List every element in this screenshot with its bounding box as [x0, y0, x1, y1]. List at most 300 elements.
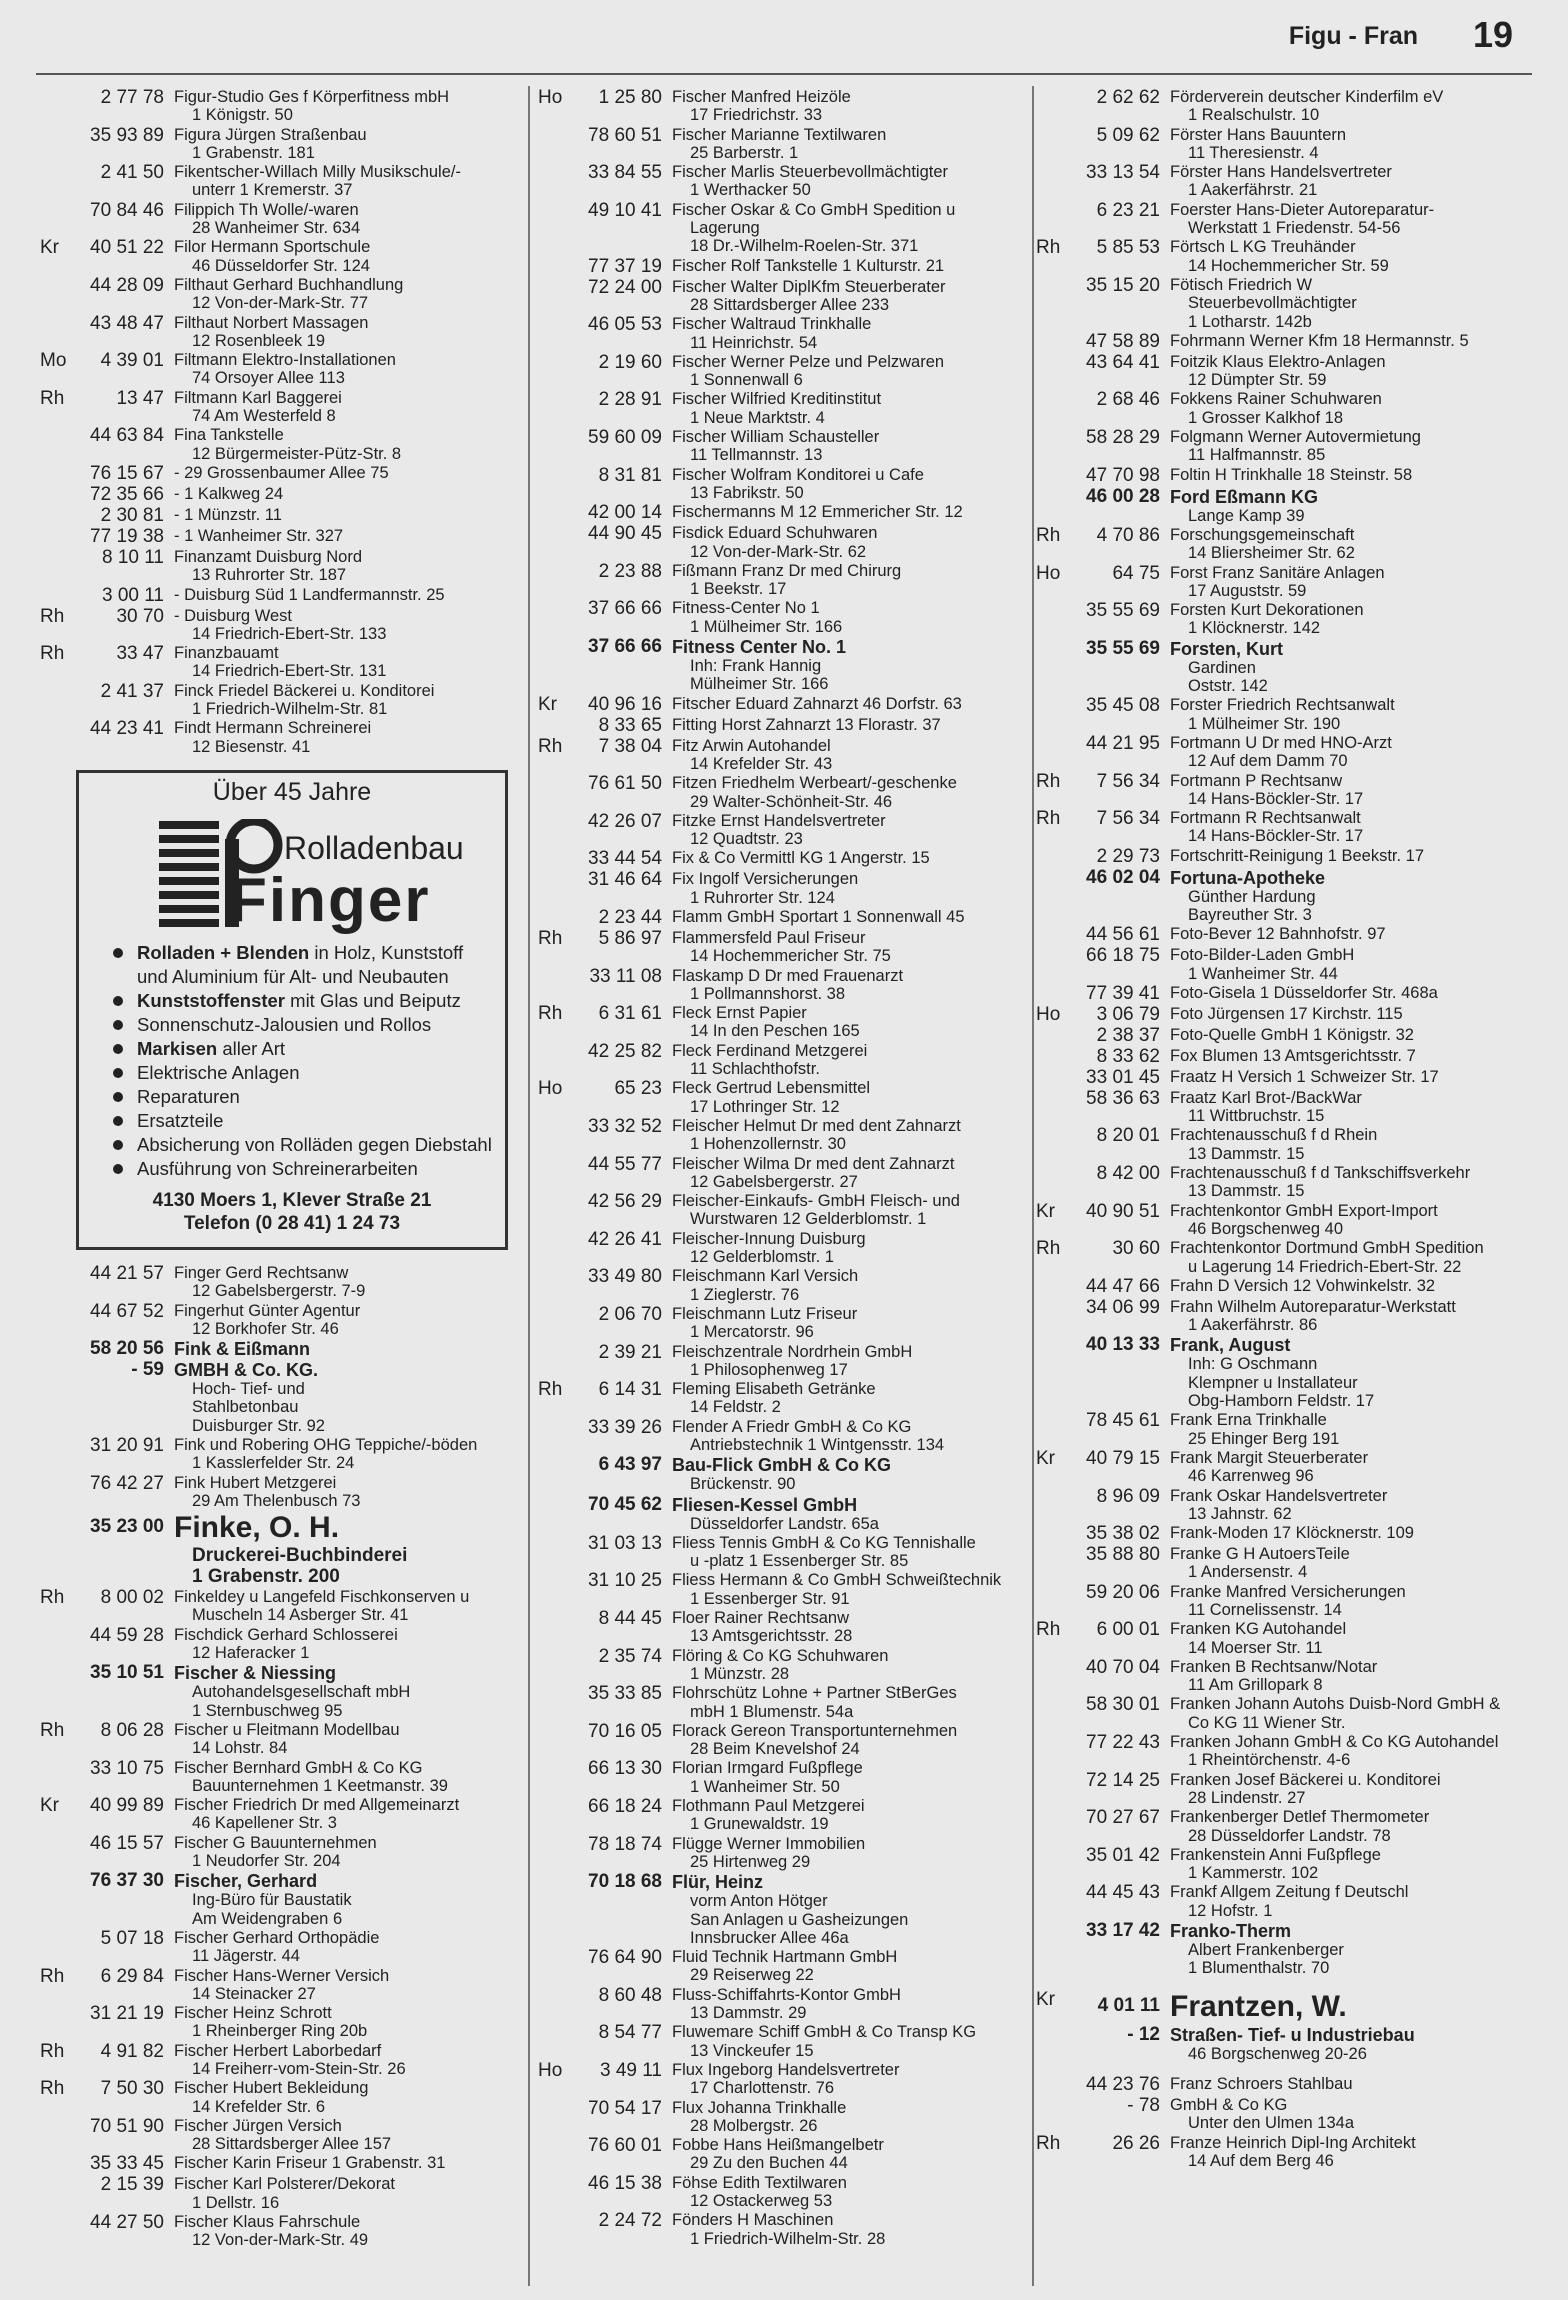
phone-number: 8 44 45 — [598, 1608, 662, 1630]
directory-entry — [538, 278, 1026, 315]
entry-name: Frankf Allgem Zeitung f Deutschl — [1170, 1883, 1409, 1902]
phone-number: 8 33 62 — [1096, 1045, 1160, 1067]
directory-entry — [40, 506, 520, 526]
ad-phone: Telefon (0 28 41) 1 24 73 — [183, 1212, 401, 1234]
district-code — [538, 849, 578, 869]
entry-name: Foto-Quelle GmbH 1 Königstr. 32 — [1170, 1025, 1414, 1044]
phone-number: 33 39 26 — [588, 1416, 662, 1438]
district-code: Ho — [1036, 1003, 1061, 1025]
phone-number: 44 47 66 — [1086, 1275, 1160, 1297]
entry-detail: 28 Beim Knevelshof 24 — [690, 1740, 860, 1759]
entry-name: Fischer Marlis Steuerbevollmächtigter — [672, 163, 949, 182]
directory-entry — [40, 586, 520, 606]
entry-text — [174, 1796, 520, 1833]
directory-entry — [538, 1117, 1026, 1154]
entry-name: Finanzbauamt — [174, 644, 279, 663]
entry-detail: 17 Friedrichstr. 33 — [690, 106, 823, 125]
district-code — [40, 1871, 80, 1928]
entry-name: Förtsch L KG Treuhänder — [1170, 238, 1356, 257]
ad-service-highlight: Kunststoffenster — [137, 989, 286, 1011]
directory-entry — [538, 774, 1026, 811]
ad-service-text: in Holz, Kunststoff und Aluminium für Alt- und Neubauten — [137, 941, 464, 987]
district-code — [538, 774, 578, 811]
entry-text — [1170, 1047, 1526, 1067]
entry-name: Fischer, Gerhard — [174, 1871, 318, 1892]
directory-entry — [538, 562, 1026, 599]
entry-detail: 1 Dellstr. 16 — [192, 2193, 280, 2212]
entry-detail: Muscheln 14 Asberger Str. 41 — [192, 1606, 409, 1625]
entry-name: Fraatz Karl Brot-/BackWar — [1170, 1088, 1362, 1107]
district-code — [40, 682, 80, 719]
district-code — [538, 524, 578, 561]
directory-entry — [538, 1079, 1026, 1116]
entry-text — [1170, 1068, 1526, 1088]
ad-service-item — [113, 989, 495, 1013]
entry-text — [1170, 1808, 1526, 1845]
entry-detail: 11 Am Grillopark 8 — [1188, 1676, 1323, 1695]
district-code — [538, 1230, 578, 1267]
entry-detail: Antriebstechnik 1 Wintgensstr. 134 — [690, 1436, 945, 1454]
entry-name: Fleischzentrale Nordrhein GmbH — [672, 1342, 913, 1361]
entry-name: Fleming Elisabeth Getränke — [672, 1380, 876, 1399]
district-code — [40, 426, 80, 463]
entry-name: Franko-Therm — [1170, 1921, 1292, 1942]
phone-number: 43 48 47 — [90, 312, 164, 334]
directory-entry — [1036, 1449, 1526, 1486]
entry-text — [672, 1534, 1026, 1571]
entry-name: GMBH & Co. KG. — [174, 1360, 318, 1381]
entry-name: Forsten Kurt Dekorationen — [1170, 601, 1364, 620]
entry-name: Foto-Bilder-Laden GmbH — [1170, 946, 1355, 965]
entry-name: Fobbe Hans Heißmangelbetr — [672, 2136, 884, 2155]
phone-number: 44 45 43 — [1086, 1882, 1160, 1904]
entry-text — [1170, 1583, 1526, 1620]
phone-number: 43 64 41 — [1086, 351, 1160, 373]
district-code — [1036, 1883, 1076, 1920]
entry-text — [672, 503, 1026, 523]
phone-number: 76 42 27 — [90, 1472, 164, 1494]
directory-entry — [40, 2079, 520, 2116]
entry-text — [672, 716, 1026, 736]
entry-text — [174, 548, 520, 585]
entry-name: Fleck Ferdinand Metzgerei — [672, 1041, 868, 1060]
entry-name: Forsten, Kurt — [1170, 638, 1284, 659]
entry-name: Foerster Hans-Dieter Autoreparatur- — [1170, 200, 1435, 219]
directory-entry — [1036, 1524, 1526, 1544]
district-code — [538, 1042, 578, 1079]
entry-text — [1170, 2075, 1526, 2095]
entry-detail: 17 Auguststr. 59 — [1188, 581, 1307, 600]
district-code: Rh — [538, 1003, 563, 1025]
directory-entry — [1036, 88, 1526, 125]
entry-detail: 46 Düsseldorfer Str. 124 — [192, 256, 370, 275]
entry-detail: 13 Amtsgerichtsstr. 28 — [690, 1627, 853, 1646]
page-header — [0, 0, 1568, 80]
entry-name: Fischer & Niessing — [174, 1663, 337, 1684]
directory-entry — [538, 1380, 1026, 1417]
entry-name: Fischer Heinz Schrott — [174, 2004, 332, 2023]
entry-detail: 25 Barberstr. 1 — [690, 143, 799, 162]
directory-entry — [1036, 353, 1526, 390]
entry-name: Fleischmann Karl Versich — [672, 1267, 859, 1286]
entry-detail: 1 Mülheimer Str. 166 — [690, 617, 843, 636]
directory-entry — [538, 1948, 1026, 1985]
directory-entry — [538, 1192, 1026, 1229]
phone-number: 46 02 04 — [1086, 866, 1160, 888]
entry-detail: vorm Anton Hötger — [690, 1892, 828, 1911]
district-code — [40, 2175, 80, 2212]
entry-text — [174, 126, 520, 163]
entry-detail: 14 Friedrich-Ebert-Str. 133 — [192, 624, 387, 643]
phone-number: 6 43 97 — [598, 1454, 662, 1476]
district-code — [40, 485, 80, 505]
directory-entry — [538, 1571, 1026, 1608]
district-code — [538, 967, 578, 1004]
entry-detail: 11 Tellmannstr. 13 — [690, 446, 823, 465]
district-code: Rh — [1036, 770, 1061, 792]
district-code — [40, 506, 80, 526]
entry-detail: 1 Rheinberger Ring 20b — [192, 2022, 368, 2041]
phone-number: - 12 — [1127, 2023, 1160, 2045]
directory-entry — [538, 929, 1026, 966]
phone-number: 33 47 — [116, 643, 164, 665]
entry-name: - Duisburg West — [174, 606, 292, 625]
entry-text — [174, 88, 520, 125]
phone-number: 6 31 61 — [598, 1003, 662, 1025]
entry-detail: 1 Aakerfährstr. 21 — [1188, 181, 1318, 200]
phone-number: 44 55 77 — [588, 1153, 662, 1175]
district-code — [1036, 1524, 1076, 1544]
district-code — [1036, 984, 1076, 1004]
entry-name: Fisdick Eduard Schuhwaren — [672, 524, 878, 543]
entry-detail: 12 Gelderblomstr. 1 — [690, 1248, 834, 1267]
entry-name: Fischdick Gerhard Schlosserei — [174, 1625, 398, 1644]
entry-text — [174, 1871, 520, 1928]
entry-name: Fink & Eißmann — [174, 1339, 311, 1360]
directory-entry — [40, 1796, 520, 1833]
entry-text — [1170, 1411, 1526, 1448]
entry-detail: 12 Biesenstr. 41 — [192, 737, 311, 756]
entry-name: Frachtenausschuß f d Tankschiffsverkehr — [1170, 1164, 1471, 1183]
entry-name: Fißmann Franz Dr med Chirurg — [672, 561, 902, 580]
phone-number: 2 38 37 — [1096, 1024, 1160, 1046]
entry-detail: 1 Königstr. 50 — [192, 106, 293, 125]
entry-detail: Ing-Büro für Baustatik — [192, 1891, 352, 1910]
phone-number: 31 21 19 — [90, 2003, 164, 2025]
page-number: 19 — [1472, 14, 1513, 55]
phone-number: 2 24 72 — [598, 2210, 662, 2232]
entry-text — [174, 276, 520, 313]
district-code — [538, 278, 578, 315]
phone-number: 76 60 01 — [588, 2135, 662, 2157]
phone-number: 1 25 80 — [598, 87, 662, 108]
phone-number: 78 18 74 — [588, 1833, 662, 1855]
entry-name: Fleischmann Lutz Friseur — [672, 1304, 858, 1323]
directory-entry — [538, 737, 1026, 774]
district-code — [538, 1647, 578, 1684]
directory-entry — [40, 1759, 520, 1796]
entry-text — [672, 1609, 1026, 1646]
district-code — [538, 1267, 578, 1304]
entry-detail: 11 Schlachthofstr. — [690, 1060, 820, 1079]
entry-text — [672, 428, 1026, 465]
entry-text — [672, 1797, 1026, 1834]
entry-detail: Werkstatt 1 Friedenstr. 54-56 — [1188, 219, 1401, 238]
entry-text — [672, 1495, 1026, 1533]
entry-text — [672, 1380, 1026, 1417]
entry-detail: Am Weidengraben 6 — [192, 1909, 343, 1928]
directory-entry — [40, 1663, 520, 1720]
district-code — [1036, 201, 1076, 238]
directory-entry — [40, 1871, 520, 1928]
directory-column-1 — [40, 88, 520, 2251]
phone-number: 31 46 64 — [588, 869, 662, 891]
district-code — [1036, 1695, 1076, 1732]
district-code: Rh — [40, 1587, 65, 1609]
district-code — [40, 1474, 80, 1511]
phone-number: 37 66 66 — [588, 636, 662, 658]
district-code — [538, 466, 578, 503]
entry-text — [1170, 1733, 1526, 1770]
entry-detail: 1 Beekstr. 17 — [690, 580, 787, 599]
district-code — [538, 1418, 578, 1455]
entry-detail: 1 Friedrich-Wilhelm-Str. 81 — [192, 700, 388, 719]
entry-text — [1170, 238, 1526, 275]
ad-service-highlight: Rolladen + Blenden — [137, 941, 310, 963]
entry-detail: 14 Hans-Böckler-Str. 17 — [1188, 789, 1364, 808]
entry-detail: 29 Zu den Buchen 44 — [690, 2154, 848, 2173]
entry-name: Filippich Th Wolle/-waren — [174, 200, 359, 219]
district-code — [1036, 2096, 1076, 2133]
entry-text — [1170, 1883, 1526, 1920]
directory-entry — [1036, 1846, 1526, 1883]
district-code — [1036, 639, 1076, 696]
entry-name: Frachtenkontor Dortmund GmbH Spedition — [1170, 1239, 1484, 1258]
entry-text — [1170, 332, 1526, 352]
entry-name: Fischer Wolfram Konditorei u Cafe — [672, 465, 924, 484]
phone-number: 47 70 98 — [1086, 464, 1160, 486]
phone-number: 59 20 06 — [1086, 1581, 1160, 1603]
district-code: Rh — [1036, 237, 1061, 259]
district-code: Ho — [538, 2059, 563, 2081]
entry-name: Foto Jürgensen 17 Kirchstr. 115 — [1170, 1004, 1403, 1023]
district-code — [538, 503, 578, 523]
district-code — [538, 163, 578, 200]
district-code — [538, 1759, 578, 1796]
entry-text — [174, 389, 520, 426]
entry-name: Frank, August — [1170, 1335, 1291, 1356]
district-code: Rh — [538, 1379, 563, 1401]
entry-detail: 14 Krefelder Str. 43 — [690, 754, 833, 773]
entry-name: Flohrschütz Lohne + Partner StBerGes — [672, 1684, 957, 1703]
entry-name: - 29 Grossenbaumer Allee 75 — [174, 463, 389, 482]
entry-detail: 74 Am Westerfeld 8 — [192, 407, 336, 426]
district-code: Rh — [1036, 1619, 1061, 1641]
directory-entry — [40, 1339, 520, 1359]
entry-name: Fischer Oskar & Co GmbH Spedition u — [672, 200, 956, 219]
ad-tagline: Über 45 Jahre — [212, 777, 372, 806]
directory-entry — [538, 1986, 1026, 2023]
entry-text — [174, 2154, 520, 2174]
district-code — [40, 201, 80, 238]
entry-text — [174, 1302, 520, 1339]
entry-detail: 14 Moerser Str. 11 — [1188, 1638, 1323, 1657]
district-code — [538, 1872, 578, 1947]
district-code — [40, 527, 80, 547]
entry-detail: Steuerbevollmächtigter — [1188, 294, 1357, 313]
district-code — [538, 1495, 578, 1533]
phone-number: 37 66 66 — [588, 598, 662, 620]
directory-entry — [1036, 601, 1526, 638]
entry-text — [672, 1647, 1026, 1684]
directory-entry — [40, 2117, 520, 2154]
entry-detail: Inh: G Oschmann — [1188, 1355, 1318, 1374]
phone-number: 8 20 01 — [1096, 1125, 1160, 1147]
phone-number: 2 62 62 — [1096, 87, 1160, 108]
entry-detail: 12 Von-der-Mark-Str. 62 — [690, 542, 867, 561]
district-code — [40, 586, 80, 606]
district-code — [538, 315, 578, 352]
district-code — [538, 1455, 578, 1493]
entry-name: Fitz Arwin Autohandel — [672, 736, 831, 755]
entry-name: Franken KG Autohandel — [1170, 1620, 1347, 1639]
entry-detail: 29 Walter-Schönheit-Str. 46 — [690, 792, 893, 811]
phone-number: 44 21 57 — [90, 1262, 164, 1284]
entry-text — [1170, 1524, 1526, 1544]
entry-name: Figura Jürgen Straßenbau — [174, 125, 367, 144]
entry-detail: 14 Krefelder Str. 6 — [192, 2097, 325, 2116]
entry-detail: 11 Jägerstr. 44 — [192, 1947, 300, 1966]
entry-detail: 14 Feldstr. 2 — [690, 1398, 781, 1417]
entry-detail: Hoch- Tief- und — [192, 1380, 305, 1399]
entry-name: Franken Johann GmbH & Co KG Autohandel — [1170, 1733, 1499, 1752]
entry-name: Fitness-Center No 1 — [672, 599, 820, 618]
entry-text — [672, 1267, 1026, 1304]
directory-entry — [538, 1305, 1026, 1342]
entry-text — [672, 774, 1026, 811]
entry-text — [1170, 1921, 1526, 1978]
ad-service-text: Reparaturen — [137, 1085, 240, 1107]
entry-detail: 1 Grabenstr. 200 — [192, 1566, 340, 1588]
entry-text — [672, 737, 1026, 774]
entry-text — [1170, 390, 1526, 427]
district-code — [1036, 1164, 1076, 1201]
district-code — [538, 1571, 578, 1608]
entry-text — [672, 2211, 1026, 2248]
entry-name: Fleischer Wilma Dr med dent Zahnarzt — [672, 1154, 955, 1173]
entry-name: Straßen- Tief- u Industriebau — [1170, 2024, 1415, 2045]
entry-text — [1170, 276, 1526, 331]
phone-number: 59 60 09 — [588, 427, 662, 449]
entry-text — [174, 506, 520, 526]
district-code: Kr — [40, 1795, 59, 1817]
entry-text — [672, 812, 1026, 849]
directory-entry — [538, 2099, 1026, 2136]
entry-text — [672, 1759, 1026, 1796]
entry-name: Flügge Werner Immobilien — [672, 1834, 866, 1853]
entry-text — [672, 637, 1026, 694]
entry-text — [174, 1339, 520, 1359]
district-code — [40, 1511, 80, 1587]
entry-detail: 1 Kasslerfelder Str. 24 — [192, 1454, 355, 1473]
directory-entry — [538, 1797, 1026, 1834]
district-code — [1036, 88, 1076, 125]
entry-detail: 29 Am Thelenbusch 73 — [192, 1491, 361, 1510]
phone-number: 2 41 37 — [100, 680, 164, 702]
phone-number: 2 15 39 — [100, 2174, 164, 2196]
phone-number: 42 26 41 — [588, 1228, 662, 1250]
entry-text — [1170, 772, 1526, 809]
entry-detail: 11 Wittbruchstr. 15 — [1188, 1107, 1325, 1126]
district-code: Kr — [40, 237, 59, 259]
entry-detail: 1 Neudorfer Str. 204 — [192, 1852, 341, 1871]
phone-number: 70 18 68 — [588, 1871, 662, 1893]
district-code: Rh — [1036, 2132, 1061, 2154]
district-code — [538, 2099, 578, 2136]
directory-entry — [538, 2023, 1026, 2060]
district-code — [538, 257, 578, 277]
directory-entry — [538, 637, 1026, 694]
entry-detail: 28 Wanheimer Str. 634 — [192, 219, 361, 238]
phone-number: - 59 — [131, 1359, 164, 1381]
district-code — [40, 2154, 80, 2174]
entry-text — [174, 1721, 520, 1758]
directory-entry — [538, 524, 1026, 561]
phone-number: 58 30 01 — [1086, 1694, 1160, 1716]
phone-number: 2 29 73 — [1096, 845, 1160, 867]
district-code — [538, 201, 578, 256]
entry-name: Fischer Bernhard GmbH & Co KG — [174, 1758, 423, 1777]
ad-service-text: Ersatzteile — [137, 1109, 224, 1131]
directory-entry — [1036, 925, 1526, 945]
entry-name: Fortmann P Rechtsanw — [1170, 771, 1343, 790]
entry-detail: 28 Molbergstr. 26 — [690, 2116, 818, 2135]
entry-text — [1170, 1298, 1526, 1335]
entry-name: Franze Heinrich Dipl-Ing Architekt — [1170, 2133, 1416, 2152]
phone-number: 33 44 54 — [588, 848, 662, 870]
directory-entry — [538, 2211, 1026, 2248]
entry-detail: 1 Kammerstr. 102 — [1188, 1864, 1319, 1883]
logo-tagline: Rolladenbau — [284, 829, 464, 866]
phone-number: 4 01 11 — [1097, 1994, 1160, 2016]
entry-detail: 1 Andersenstr. 4 — [1188, 1563, 1308, 1582]
entry-text — [672, 1571, 1026, 1608]
entry-detail: 12 Hofstr. 1 — [1188, 1901, 1273, 1920]
entry-name: Florian Irmgard Fußpflege — [672, 1759, 863, 1778]
phone-number: 49 10 41 — [588, 199, 662, 221]
phone-number: 30 70 — [116, 605, 164, 627]
entry-detail: 13 Vinckeufer 15 — [690, 2041, 814, 2060]
district-code — [1036, 1277, 1076, 1297]
district-code — [538, 2023, 578, 2060]
directory-entry — [40, 719, 520, 756]
entry-detail: 13 Dammstr. 15 — [1188, 1144, 1305, 1163]
district-code — [1036, 1583, 1076, 1620]
entry-detail: 11 Theresienstr. 4 — [1188, 143, 1319, 162]
entry-detail: u -platz 1 Essenberger Str. 85 — [690, 1552, 909, 1571]
phone-number: 35 01 42 — [1086, 1844, 1160, 1866]
phone-number: 7 50 30 — [100, 2078, 164, 2100]
directory-entry — [40, 1302, 520, 1339]
entry-name: Flux Ingeborg Handelsvertreter — [672, 2060, 900, 2079]
district-code — [40, 1360, 80, 1435]
entry-text — [1170, 1202, 1526, 1239]
entry-name: Franz Schroers Stahlbau — [1170, 2074, 1353, 2093]
entry-detail: 12 Dümpter Str. 59 — [1188, 371, 1327, 390]
phone-number: 33 01 45 — [1086, 1066, 1160, 1088]
entry-text — [672, 1343, 1026, 1380]
entry-detail: Innsbrucker Allee 46a — [690, 1928, 849, 1947]
